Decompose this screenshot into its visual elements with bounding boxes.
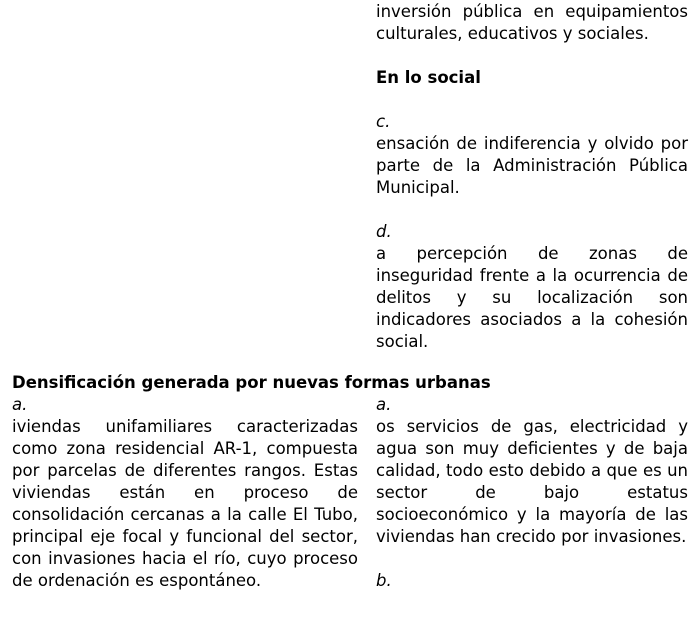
section-heading-densification: Densificación generada por nuevas formas urbanas (12, 373, 491, 392)
paragraph-d: a percepción de zonas de inseguridad frente a la ocurrencia de delitos y su localización son indicadores asociados a la cohesión social. (376, 244, 688, 351)
right-column-bottom (376, 394, 688, 592)
item-marker-b-right: b. (376, 571, 392, 590)
item-marker-a-right: a. (376, 395, 392, 414)
left-column-bottom (12, 394, 358, 592)
item-marker-d: d. (376, 222, 392, 241)
spacer (376, 89, 688, 111)
paragraph-a-left: iviendas unifamiliares caracterizadas como zona residencial AR-1, compuesta por parcelas de diferentes rangos. Estas viviendas están en proceso de consolidación cercanas a la calle El Tubo, principal eje focal y funcional del sector, con invasiones hacia el río, cuyo proceso de ordenación es espontáneo. (12, 417, 358, 590)
heading-social: En lo social (376, 68, 481, 87)
paragraph-investment: inversión pública en equipamientos culturales, educativos y sociales. (376, 2, 688, 43)
spacer (376, 45, 688, 67)
spacer (376, 548, 688, 570)
right-column-top (376, 1, 688, 353)
item-marker-a-left: a. (12, 395, 28, 414)
paragraph-c: ensación de indiferencia y olvido por parte de la Administración Pública Municipal. (376, 134, 688, 197)
paragraph-a-right: os servicios de gas, electricidad y agua son muy deficientes y de baja calidad, todo esto debido a que es un sector de bajo estatus socioeconómico y la mayoría de las viviendas han crecido por invasiones. (376, 417, 688, 546)
spacer (376, 199, 688, 221)
item-marker-c: c. (376, 112, 391, 131)
